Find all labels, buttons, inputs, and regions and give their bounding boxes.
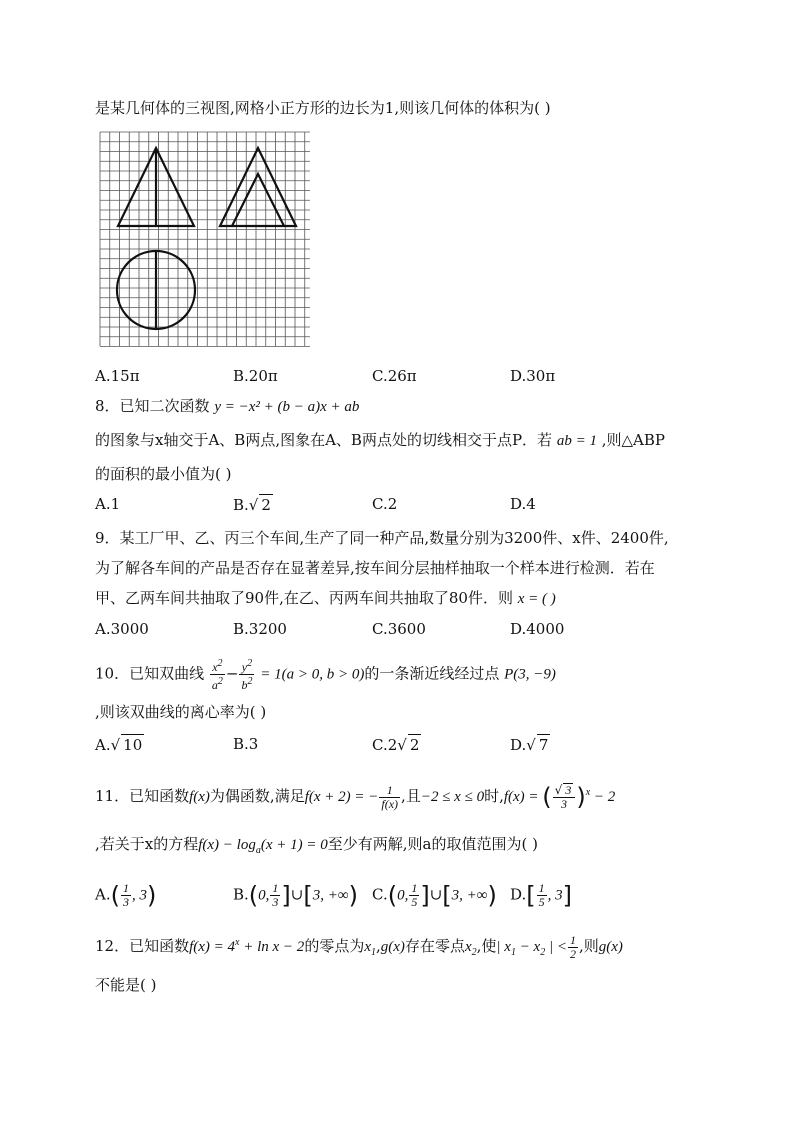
q11-base-frac: $\frac{√ 3}{3}$: [553, 783, 576, 811]
q8-label: 8．已知二次函数: [95, 397, 210, 415]
q11-line2: ,若关于x的方程$f(x) - \log_a(x + 1) = 0$至少有两解,则a的取值范围为( ): [95, 835, 538, 856]
q8-line2b: ,则△ABP: [601, 431, 665, 449]
grid-lines: [100, 132, 310, 347]
q11-recip: $\frac{1}{f(x)}$: [381, 782, 399, 811]
q8-option-a: A.1: [95, 495, 121, 513]
q8-line2: [95, 430, 665, 451]
q10-option-c: C.2√ 2: [372, 736, 420, 754]
q10-point: P(3, −9): [504, 666, 556, 683]
q10-frac-x: $\frac{x^2}{a^2}$: [211, 658, 223, 692]
q7-option-d: D.30π: [510, 367, 556, 385]
three-view-figure: [98, 128, 314, 350]
q8-option-b: B.√ 2: [233, 496, 271, 514]
q9-option-d: D.4000: [510, 620, 565, 638]
q11-option-a: A.( $\frac{1}{3}$ , 3): [95, 881, 157, 910]
q9-line2: 为了解各车间的产品是否存在显著差异,按车间分层抽样抽取一个样本进行检测．若在: [95, 559, 655, 577]
q8-option-c: C.2: [372, 495, 398, 513]
q12-line1: 12．已知函数$f(x) = 4^x + \ln x - 2$的零点为$x_1,g(x)$存在零点$x_2$,使| $x_1 - x_2$ | < $\frac{1}{2}$ ,则g(x): [95, 932, 623, 961]
side-view-triangle: [220, 148, 296, 226]
q8-cond: ab = 1: [556, 433, 597, 449]
q8-formula: y = −x² + (b − a)x + ab: [214, 399, 360, 415]
q10-line1: 10．已知双曲线 $\frac{x^2}{a^2}$ − $\frac{y^2}{b^2}$ = 1(a > 0, b > 0)的一条渐近线经过点 P(3, −9): [95, 658, 556, 692]
q7-option-b: B.20π: [233, 367, 278, 385]
q9-option-b: B.3200: [233, 620, 287, 638]
q11-option-b: B.(0, $\frac{1}{3}$ ]∪[3, +∞): [233, 881, 358, 910]
q8-option-b-radicand: 2: [261, 496, 271, 514]
q8-line3: 的面积的最小值为( ): [95, 465, 232, 483]
q7-option-c: C.26π: [372, 367, 417, 385]
q7-option-a: A.15π: [95, 367, 140, 385]
q8-line1: [95, 396, 359, 417]
q10-frac-y: $\frac{y^2}{b^2}$: [241, 658, 253, 692]
q11-option-d: D.[ $\frac{1}{5}$ , 3]: [510, 881, 573, 910]
q10-option-b: B.3: [233, 735, 259, 753]
q9-option-a: A.3000: [95, 620, 149, 638]
q11-option-c: C.(0, $\frac{1}{5}$ ]∪[3, +∞): [372, 881, 497, 910]
q10-cond: = 1(a > 0, b > 0): [260, 666, 365, 683]
q10-line2: ,则该双曲线的离心率为( ): [95, 703, 267, 721]
q9-line1: 9．某工厂甲、乙、丙三个车间,生产了同一种产品,数量分别为3200件、x件、2400件,: [95, 529, 669, 547]
q12-line2: 不能是( ): [95, 976, 157, 994]
q10-option-d: D.√ 7: [510, 736, 549, 754]
q11-line1: 11．已知函数f(x)为偶函数,满足f(x + 2) = − $\frac{1}{f(x)}$ ,且−2 ≤ x ≤ 0时,f(x) = ( $\frac{√ 3}{3}$ )$^x$ − 2: [95, 782, 616, 811]
q7-stem: 是某几何体的三视图,网格小正方形的边长为1,则该几何体的体积为( ): [95, 99, 551, 117]
q9-option-c: C.3600: [372, 620, 426, 638]
q8-option-d: D.4: [510, 495, 536, 513]
q8-line2-text: 的图象与x轴交于A、B两点,图象在A、B两点处的切线相交于点P．若: [95, 431, 553, 449]
q9-line3: 甲、乙两车间共抽取了90件,在乙、丙两车间共抽取了80件．则 x = ( ): [95, 589, 556, 607]
q10-option-a: A.√ 10: [95, 736, 143, 754]
q9-x-eq: x = ( ): [517, 591, 556, 607]
